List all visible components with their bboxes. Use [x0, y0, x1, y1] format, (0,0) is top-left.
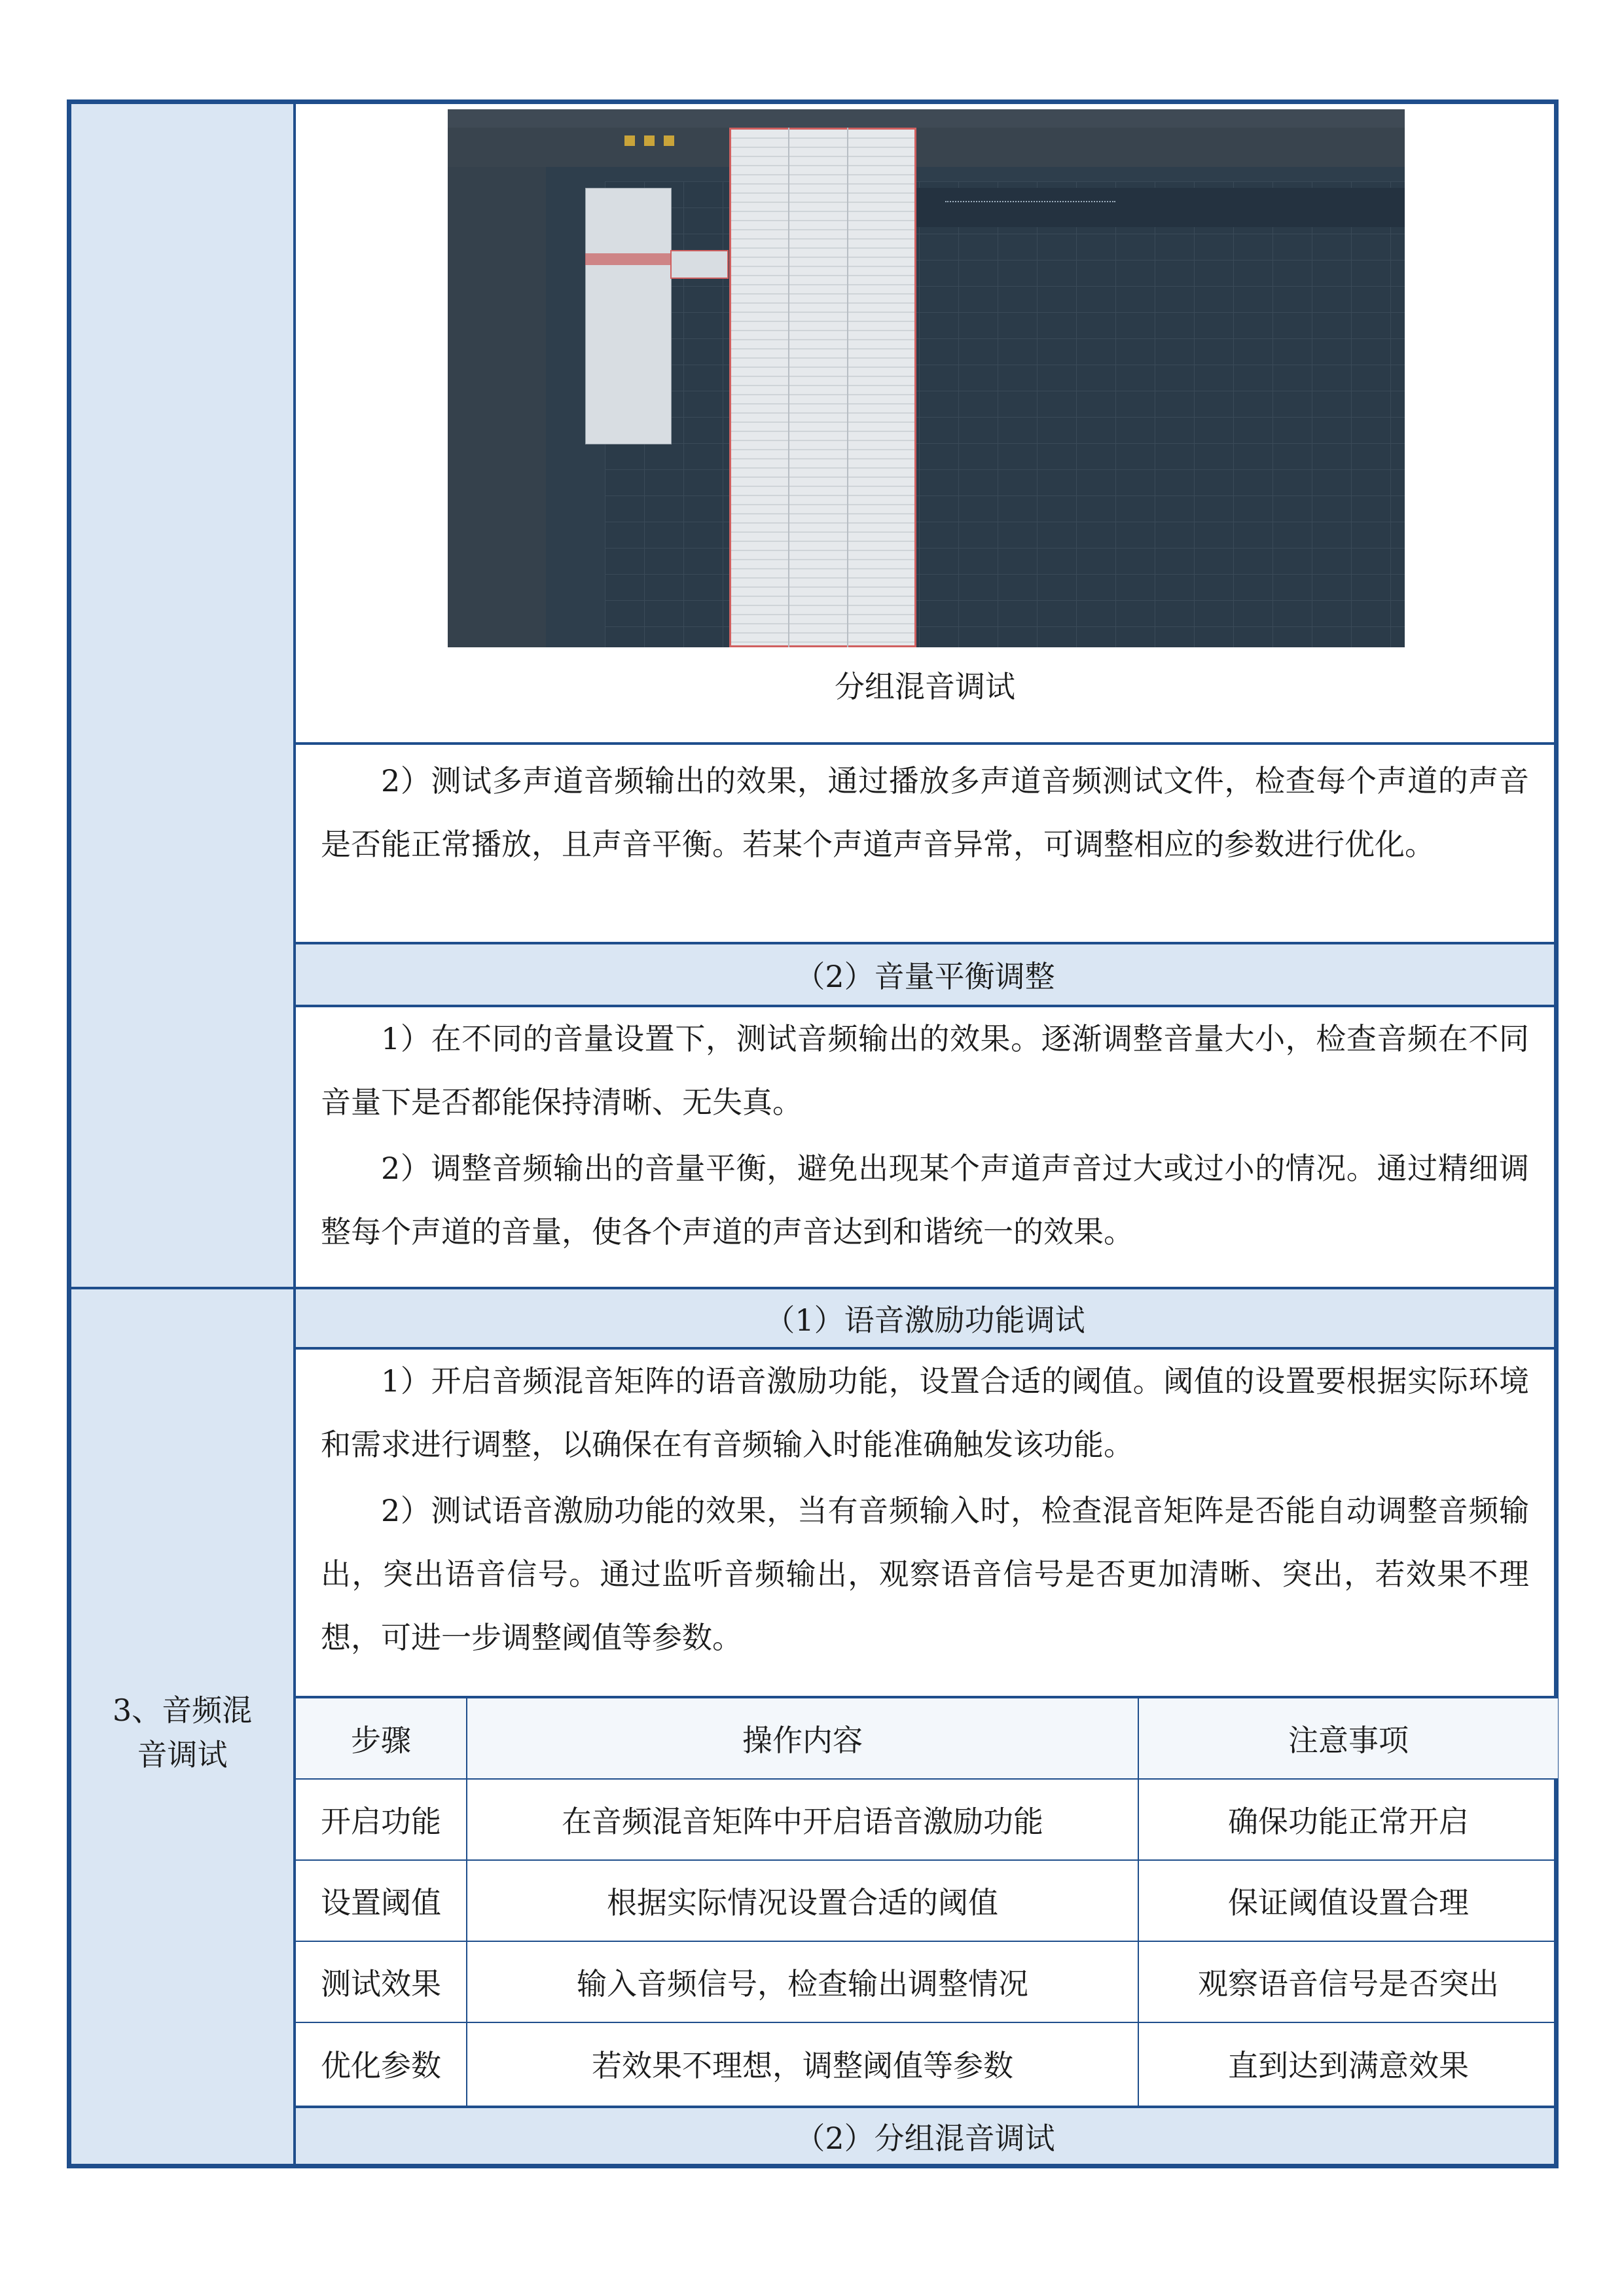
table-cell: 开启功能 — [321, 1804, 441, 1839]
table-cell: 观察语音信号是否突出 — [1198, 1966, 1499, 2001]
screenshot-sidebar — [448, 167, 546, 647]
screenshot-context-menu — [585, 188, 672, 444]
toolbar-icon — [644, 135, 655, 146]
steps-table — [296, 1698, 1554, 2113]
table-cell: 根据实际情况设置合适的阈值 — [607, 1885, 998, 1920]
heading-voice: （1）语音激励功能调试 — [765, 1302, 1085, 1338]
heading-group-cell — [296, 2108, 1554, 2164]
table-cell: 保证阈值设置合理 — [1228, 1885, 1469, 1920]
para-cell — [296, 749, 1554, 939]
para-cell — [296, 1350, 1554, 1695]
para-volume-2: 2）调整音频输出的音量平衡，避免出现某个声道声音过大或过小的情况。通过精细调整每个声道的音量，使各个声道的声音达到和谐统一的效果。 — [321, 1151, 1529, 1249]
screenshot-channel-list — [729, 128, 916, 647]
table-cell: 输入音频信号，检查输出调整情况 — [577, 1966, 1028, 2001]
left-divider — [71, 1287, 296, 1289]
mixer-screenshot — [448, 109, 1405, 647]
heading-voice-cell — [296, 1289, 1554, 1347]
screenshot-list-divider — [788, 128, 789, 647]
content-table — [67, 99, 1559, 2168]
screenshot-waveform — [945, 201, 1115, 215]
heading-volume: （2）音量平衡调整 — [795, 959, 1055, 994]
table-cell: 设置阈值 — [321, 1885, 441, 1920]
para-volume-1: 1）在不同的音量设置下，测试音频输出的效果。逐渐调整音量大小，检查音频在不同音量下是否都能保持清晰、无失真。 — [321, 1021, 1529, 1120]
figure-caption: 分组混音调试 — [835, 669, 1015, 704]
row-divider — [296, 742, 1554, 745]
screenshot-menu-highlight — [585, 253, 670, 265]
table-cell: 优化参数 — [321, 2048, 441, 2083]
toolbar-icon — [664, 135, 674, 146]
table-cell: 确保功能正常开启 — [1228, 1804, 1469, 1839]
heading-volume-cell — [296, 944, 1554, 1005]
para-voice-1: 1）开启音频混音矩阵的语音激励功能，设置合适的阈值。阈值的设置要根据实际环境和需求进行调整，以确保在有音频输入时能准确触发该功能。 — [321, 1363, 1529, 1462]
para-cell — [296, 1007, 1554, 1285]
section-label — [71, 1688, 293, 1777]
table-header-notes: 注意事项 — [1139, 1698, 1558, 1778]
para-voice-2: 2）测试语音激励功能的效果，当有音频输入时，检查混音矩阵是否能自动调整音频输出，突出语音信号。通过监听音频输出，观察语音信号是否更加清晰、突出，若效果不理想，可进一步调整阈值等参数。 — [321, 1493, 1529, 1655]
section-label-text: 3、音频混音调试 — [112, 1693, 253, 1772]
table-col-divider — [466, 1698, 467, 2106]
table-header-step: 步骤 — [296, 1698, 466, 1778]
table-cell: 在音频混音矩阵中开启语音激励功能 — [562, 1804, 1043, 1839]
screenshot-submenu — [670, 250, 729, 279]
screenshot-list-divider — [847, 128, 848, 647]
left-column — [71, 104, 296, 2164]
table-cell: 测试效果 — [321, 1966, 441, 2001]
heading-group: （2）分组混音调试 — [795, 2120, 1055, 2156]
table-cell: 直到达到满意效果 — [1228, 2048, 1469, 2083]
screenshot-toolbar — [448, 128, 1405, 167]
table-col-divider — [1138, 1698, 1139, 2106]
table-cell: 若效果不理想，调整阈值等参数 — [592, 2048, 1013, 2083]
para-multichannel: 2）测试多声道音频输出的效果，通过播放多声道音频测试文件，检查每个声道的声音是否能正常播放，且声音平衡。若某个声道声音异常，可调整相应的参数进行优化。 — [321, 763, 1529, 862]
screenshot-titlebar — [448, 109, 1405, 128]
table-header-action: 操作内容 — [467, 1698, 1138, 1778]
toolbar-icon — [624, 135, 635, 146]
